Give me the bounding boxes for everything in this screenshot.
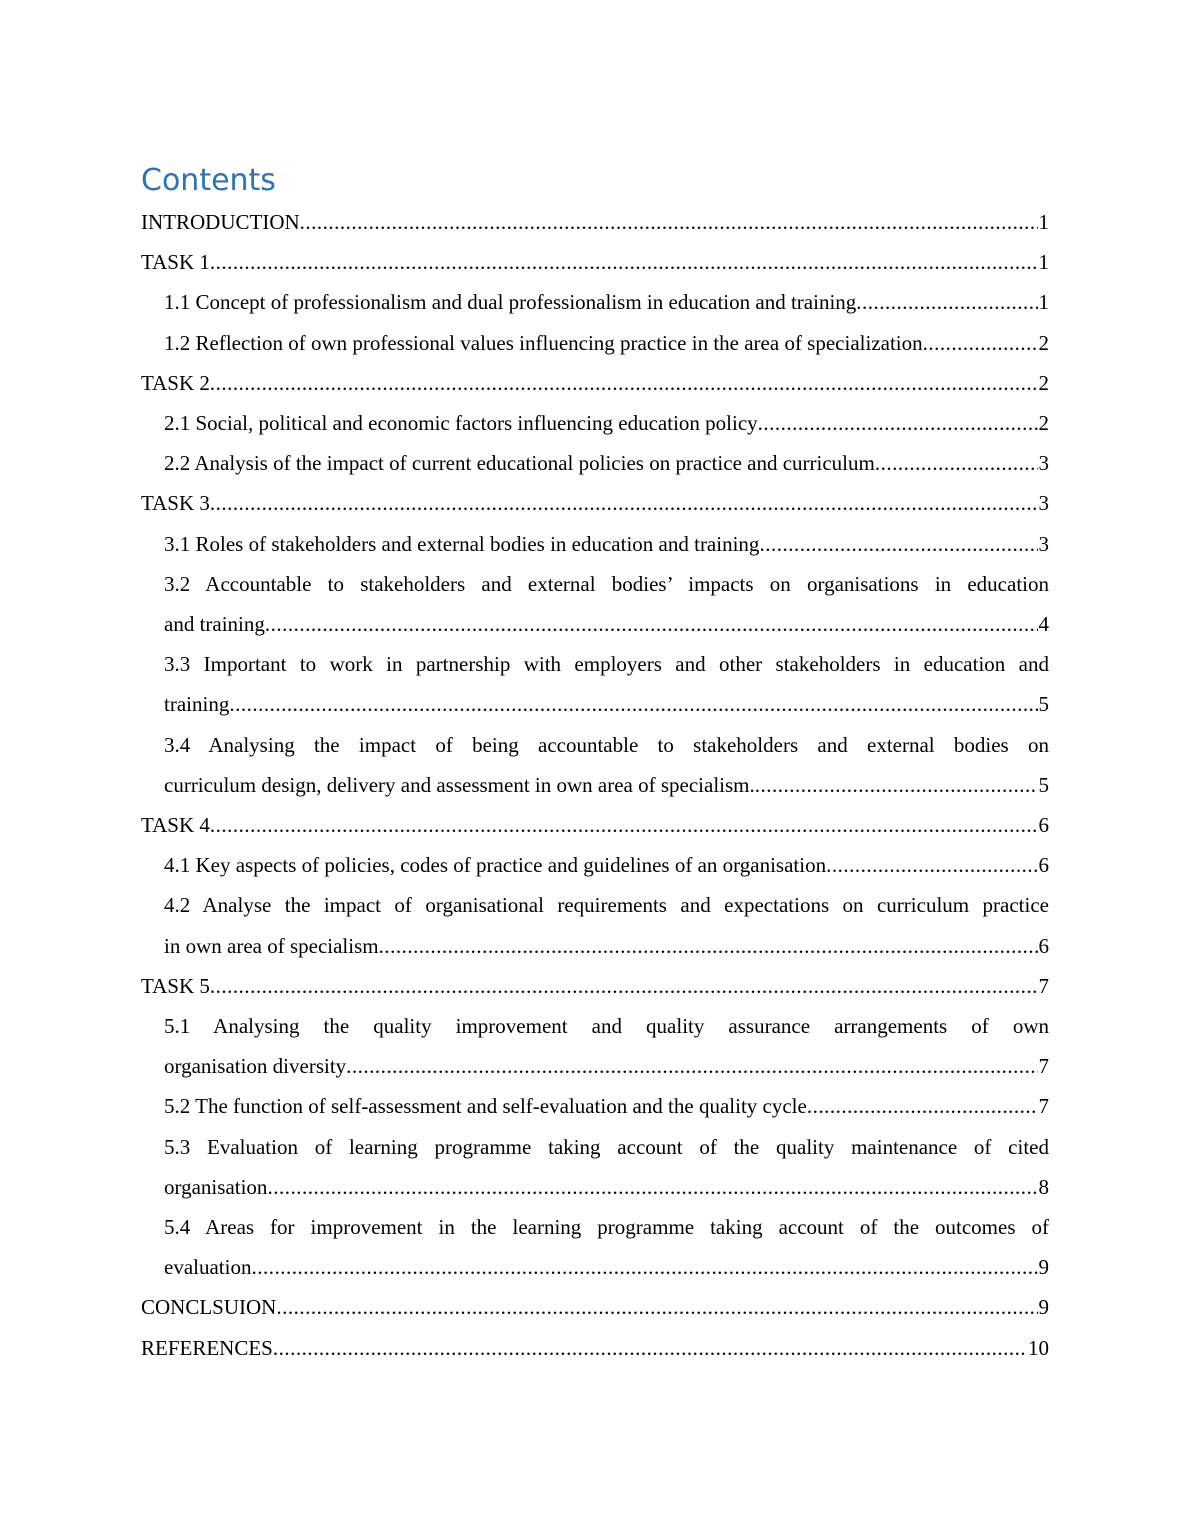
toc-entry-text: organisation	[164, 1174, 268, 1199]
toc-entry[interactable]	[141, 725, 1049, 805]
toc-dot-leader	[251, 1247, 1037, 1287]
toc-entry[interactable]	[141, 403, 1049, 443]
toc-entry[interactable]	[141, 1207, 1049, 1287]
toc-page-number: 1	[1038, 290, 1049, 315]
toc-dot-leader	[229, 684, 1037, 724]
toc-dot-leader	[210, 363, 1038, 403]
toc-page-number: 9	[1038, 1295, 1049, 1320]
toc-entry-text: evaluation	[164, 1255, 252, 1280]
toc-page-number: 5	[1038, 772, 1049, 797]
toc-page-number: 9	[1038, 1255, 1049, 1280]
toc-page-number: 7	[1038, 1094, 1049, 1119]
toc-entry[interactable]	[141, 242, 1049, 282]
toc-entry[interactable]	[141, 483, 1049, 523]
toc-dot-leader	[856, 282, 1037, 322]
toc-dot-leader	[210, 242, 1038, 282]
toc-entry-text-lead: 5.4 Areas for improvement in the learning programme taking account of the outcomes of	[164, 1215, 1049, 1240]
toc-page-number: 10	[1028, 1335, 1049, 1360]
toc-dot-leader	[346, 1046, 1037, 1086]
toc-dot-leader	[758, 403, 1038, 443]
toc-entry[interactable]	[141, 644, 1049, 724]
toc-entry-text: in own area of specialism	[164, 933, 379, 958]
toc-page-number: 7	[1038, 1054, 1049, 1079]
toc-entry[interactable]	[141, 1127, 1049, 1207]
toc-list	[141, 202, 1049, 1368]
toc-entry-text: INTRODUCTION	[141, 210, 300, 234]
toc-entry[interactable]	[141, 1287, 1049, 1327]
toc-page-number: 4	[1038, 612, 1049, 637]
toc-entry-text-lead: 3.4 Analysing the impact of being accountable to stakeholders and external bodies on	[164, 732, 1049, 757]
toc-entry-text: REFERENCES	[141, 1335, 273, 1360]
toc-dot-leader	[210, 805, 1038, 845]
toc-page-number: 3	[1038, 451, 1049, 476]
toc-entry[interactable]	[141, 1086, 1049, 1126]
toc-dot-leader	[265, 604, 1038, 644]
toc-entry[interactable]	[141, 363, 1049, 403]
toc-dot-leader	[755, 765, 1038, 805]
toc-dot-leader	[923, 323, 1038, 363]
toc-entry-text: 2.1 Social, political and economic factors influencing education policy	[164, 411, 758, 436]
toc-entry-text: 3.1 Roles of stakeholders and external bodies in education and training	[164, 531, 760, 556]
toc-entry[interactable]	[141, 1006, 1049, 1086]
toc-entry[interactable]	[141, 966, 1049, 1006]
toc-page-number: 6	[1038, 933, 1049, 958]
toc-dot-leader	[875, 443, 1038, 483]
toc-entry-text: training	[164, 692, 230, 717]
toc-dot-leader	[379, 926, 1038, 966]
toc-dot-leader	[826, 845, 1037, 885]
toc-page-number: 2	[1038, 411, 1049, 436]
toc-dot-leader	[267, 1167, 1037, 1207]
toc-page-number: 2	[1038, 370, 1049, 395]
toc-dot-leader	[759, 524, 1037, 564]
toc-dot-leader	[276, 1287, 1037, 1327]
toc-entry-text-lead: 3.3 Important to work in partnership with employers and other stakeholders in education and	[164, 652, 1049, 677]
toc-page-number: 8	[1038, 1174, 1049, 1199]
toc-dot-leader	[210, 483, 1038, 523]
toc-dot-leader	[210, 966, 1038, 1006]
toc-page-number: 6	[1038, 813, 1049, 838]
toc-page-number: 6	[1038, 853, 1049, 878]
toc-entry-text-lead: 5.3 Evaluation of learning programme taking account of the quality maintenance of cited	[164, 1134, 1049, 1159]
toc-entry[interactable]	[141, 524, 1049, 564]
toc-entry-text-lead: 4.2 Analyse the impact of organisational requirements and expectations on curriculum practice	[164, 893, 1049, 918]
toc-entry-text: and training	[164, 612, 265, 637]
toc-entry-text: TASK 3	[141, 491, 210, 516]
toc-entry[interactable]	[141, 282, 1049, 322]
toc-entry-text: CONCLSUION	[141, 1295, 277, 1320]
toc-entry-text: 1.1 Concept of professionalism and dual professionalism in education and training	[164, 290, 857, 315]
toc-entry-text: TASK 5	[141, 973, 210, 998]
toc-entry-text-lead: 5.1 Analysing the quality improvement and quality assurance arrangements of own	[164, 1014, 1049, 1039]
toc-page-number: 2	[1038, 330, 1049, 355]
toc-dot-leader	[273, 1328, 1027, 1368]
toc-entry[interactable]	[141, 845, 1049, 885]
toc-page-number: 3	[1038, 491, 1049, 516]
toc-heading: Contents	[141, 163, 276, 198]
toc-entry[interactable]	[141, 323, 1049, 363]
toc-entry[interactable]	[141, 885, 1049, 965]
toc-entry-text: curriculum design, delivery and assessment in own area of specialism.	[164, 772, 755, 797]
toc-entry[interactable]	[141, 202, 1049, 242]
document-page	[141, 160, 1049, 1368]
toc-entry[interactable]	[141, 805, 1049, 845]
toc-page-number: 1	[1038, 250, 1049, 275]
toc-entry-text: 5.2 The function of self-assessment and self-evaluation and the quality cycle	[164, 1094, 807, 1119]
toc-entry[interactable]	[141, 1328, 1049, 1368]
toc-entry-text: organisation diversity	[164, 1054, 347, 1079]
toc-page-number: 3	[1038, 531, 1049, 556]
toc-entry-text: TASK 4	[141, 813, 210, 838]
toc-entry-text-lead: 3.2 Accountable to stakeholders and external bodies’ impacts on organisations in education	[164, 571, 1049, 596]
toc-page-number: 5	[1038, 692, 1049, 717]
toc-entry-text: 2.2 Analysis of the impact of current educational policies on practice and curriculum	[164, 451, 875, 476]
toc-entry[interactable]	[141, 564, 1049, 644]
toc-dot-leader	[300, 202, 1038, 242]
toc-entry-text: 4.1 Key aspects of policies, codes of practice and guidelines of an organisation	[164, 853, 827, 878]
toc-entry[interactable]	[141, 443, 1049, 483]
toc-page-number: 7	[1038, 973, 1049, 998]
toc-entry-text: TASK 2	[141, 370, 210, 395]
toc-dot-leader	[807, 1086, 1038, 1126]
toc-entry-text: TASK 1	[141, 250, 210, 275]
toc-entry-text: 1.2 Reflection of own professional values influencing practice in the area of specialization	[164, 330, 923, 355]
toc-page-number: 1	[1038, 210, 1049, 234]
